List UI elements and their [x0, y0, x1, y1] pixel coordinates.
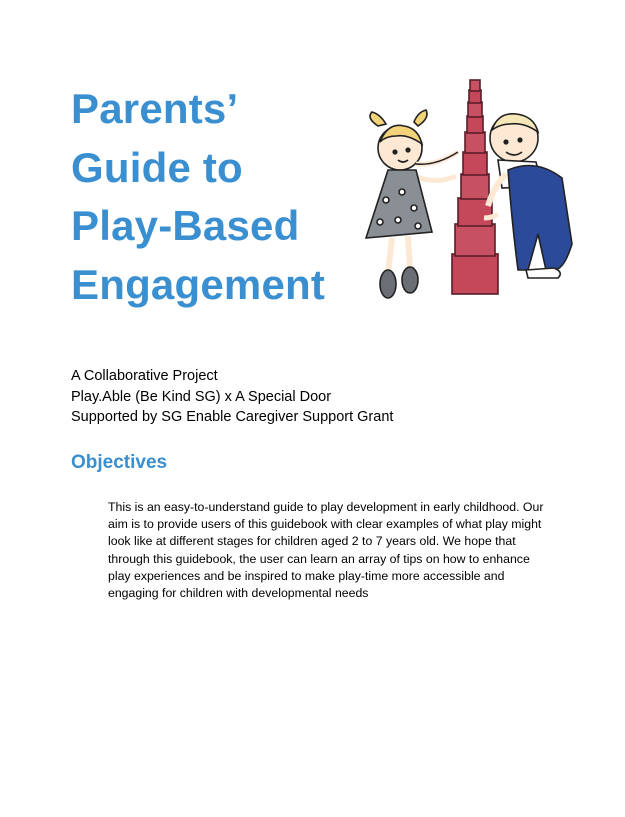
- title-line: Play-Based: [71, 202, 300, 249]
- intro-line: A Collaborative Project: [71, 368, 218, 384]
- paragraph-line: engaging for children with developmental needs: [108, 586, 369, 601]
- intro-line: Play.Able (Be Kind SG) x A Special Door: [71, 388, 332, 405]
- title-line: Engagement: [71, 260, 326, 308]
- girl-figure-icon: [366, 110, 458, 298]
- page-title: [71, 80, 325, 314]
- children-tower-illustration: [358, 74, 586, 314]
- intro-line: Supported by SG Enable Caregiver Support Grant: [71, 409, 394, 425]
- paragraph-line: play experiences and be inspired to make play-time more accessible and: [108, 568, 505, 583]
- paragraph-line: look like at different stages for children aged 2 to 7 years old. We hope that: [108, 534, 516, 549]
- objectives-paragraph: [108, 499, 553, 602]
- tower-icon: [452, 80, 498, 294]
- paragraph-line: through this guidebook, the user can learn an array of tips on how to enhance: [108, 551, 530, 566]
- intro-block: [71, 366, 393, 428]
- title-line: Guide to: [71, 143, 243, 191]
- paragraph-line: aim is to provide users of this guidebook with clear examples of what play might: [108, 517, 542, 532]
- objectives-heading: Objectives: [71, 452, 168, 473]
- paragraph-line: This is an easy-to-understand guide to play development in early childhood. Our: [108, 500, 544, 514]
- title-line: Parents’: [71, 85, 239, 132]
